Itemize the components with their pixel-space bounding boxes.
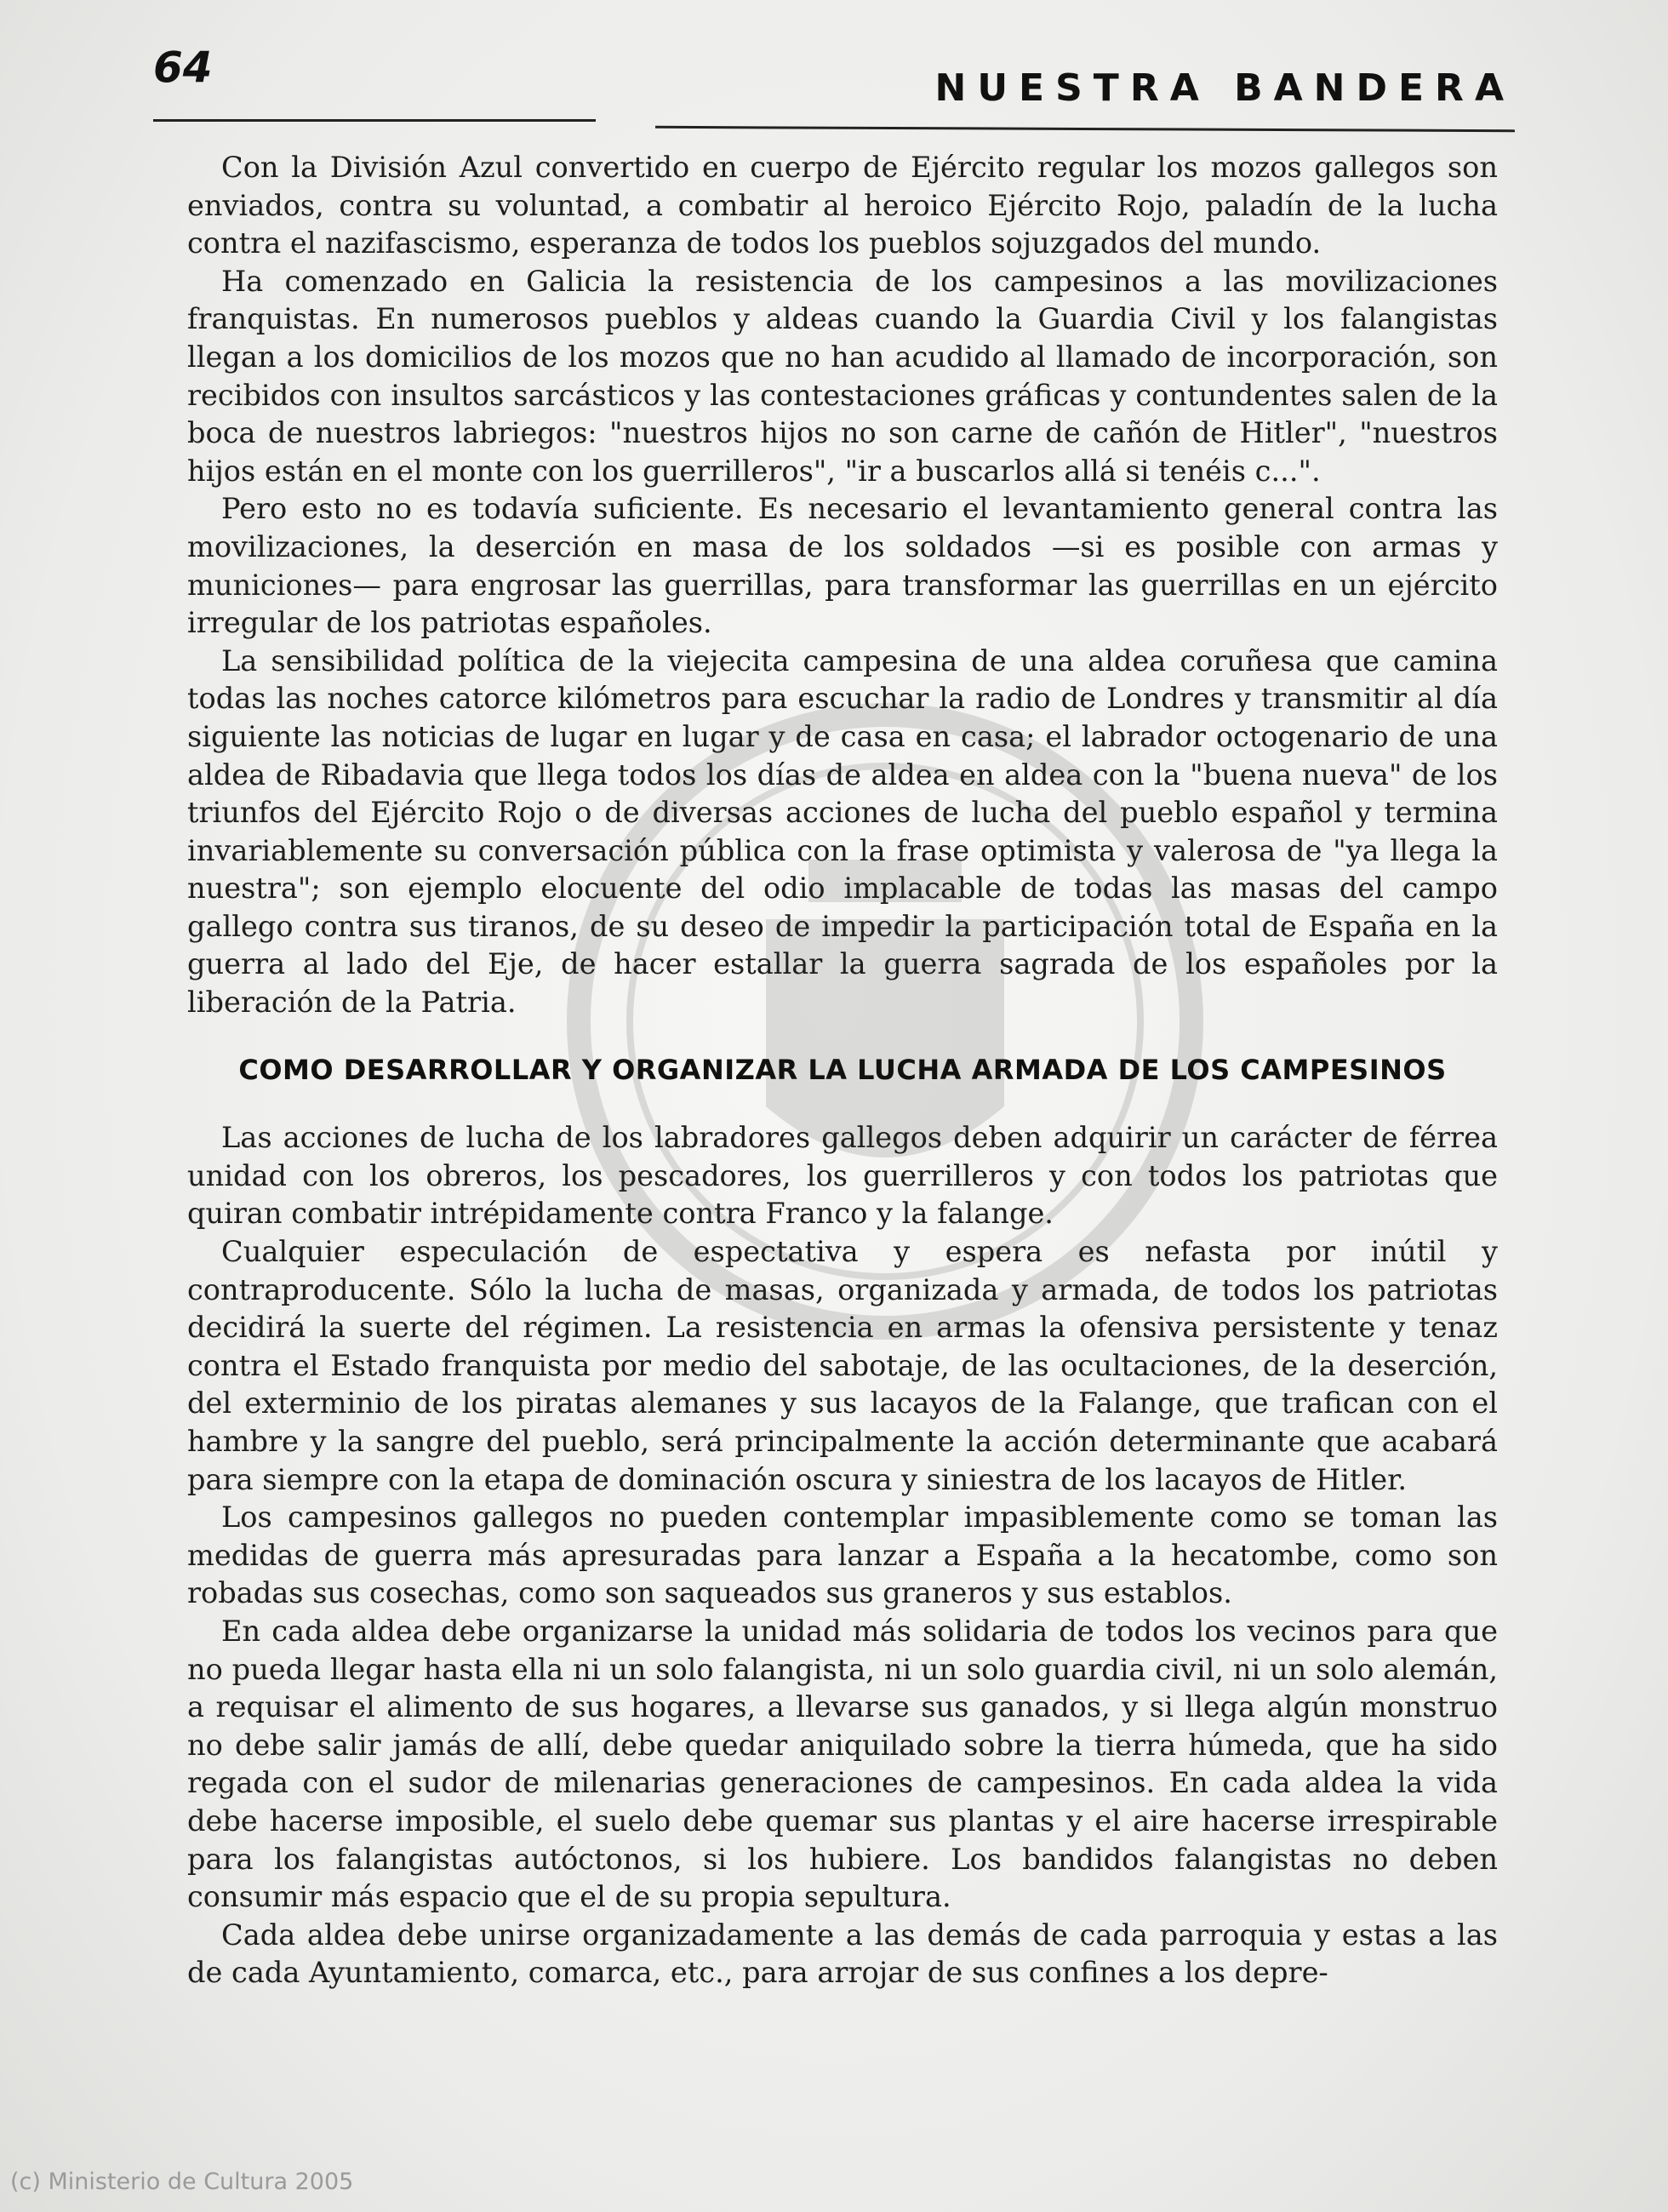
header-rule-right bbox=[655, 126, 1515, 132]
article-body bbox=[187, 149, 1498, 1992]
paragraph: Cada aldea debe unirse organizadamente a las demás de cada parroquia y estas a las de cada Ayuntamiento, comarca, etc., para arrojar de sus confines a los depre- bbox=[187, 1918, 1498, 1990]
paragraph: Las acciones de lucha de los labradores gallegos deben adquirir un carácter de férrea unidad con los obreros, los pescadores, los guerrilleros y con todos los patriotas que quiran combatir intrépidamente contra Franco y la falange. bbox=[187, 1121, 1498, 1231]
header-rule-left bbox=[153, 119, 596, 122]
paragraph: Cualquier especulación de espectativa y espera es nefasta por inútil y contraproducente. Sólo la lucha de masas, organizada y armada, de todos los patriotas decidirá la suerte del régimen. La resistencia en armas la ofensiva persistente y tenaz contra el Estado franquista por medio del sabotaje, de las ocultaciones, de la deserción, del exterminio de los piratas alemanes y sus lacayos de la Falange, que trafican con el hambre y la sangre del pueblo, será principalmente la acción determinante que acabará para siempre con la etapa de dominación oscura y siniestra de los lacayos de Hitler. bbox=[187, 1235, 1498, 1496]
paragraph: Los campesinos gallegos no pueden contemplar impasiblemente como se toman las medidas de guerra más apresuradas para lanzar a España a la hecatombe, como son robadas sus cosechas, como son saqueados sus graneros y sus establos. bbox=[187, 1500, 1498, 1610]
paragraph: Ha comenzado en Galicia la resistencia de los campesinos a las movilizaciones franquistas. En numerosos pueblos y aldeas cuando la Guardia Civil y los falangistas llegan a los domicilios de los mozos que no han acudido al llamado de incorporación, son recibidos con insultos sarcásticos y las contestaciones gráficas y contundentes salen de la boca de nuestros labriegos: "nuestros hijos no son carne de cañón de Hitler", "nuestros hijos están en el monte con los guerrilleros", "ir a buscarlos allá si tenéis c...". bbox=[187, 264, 1498, 488]
copyright-notice: (c) Ministerio de Cultura 2005 bbox=[10, 2169, 354, 2195]
paragraph: Pero esto no es todavía suficiente. Es necesario el levantamiento general contra las movilizaciones, la deserción en masa de los soldados —si es posible con armas y municiones— para engrosar las guerrillas, para transformar las guerrillas en un ejército irregular de los patriotas españoles. bbox=[187, 492, 1498, 640]
paragraph: Con la División Azul convertido en cuerpo de Ejército regular los mozos gallegos son enviados, contra su voluntad, a combatir al heroico Ejército Rojo, paladín de la lucha contra el nazifascismo, esperanza de todos los pueblos sojuzgados del mundo. bbox=[187, 151, 1498, 260]
page-number: 64 bbox=[153, 43, 213, 92]
section-heading: COMO DESARROLLAR Y ORGANIZAR LA LUCHA ARMADA DE LOS CAMPESINOS bbox=[238, 1053, 1447, 1086]
running-title: NUESTRA BANDERA bbox=[934, 66, 1515, 110]
page-header bbox=[153, 43, 1515, 136]
paragraph: En cada aldea debe organizarse la unidad más solidaria de todos los vecinos para que no pueda llegar hasta ella ni un solo falangista, ni un solo guardia civil, ni un solo alemán, a requisar el alimento de sus hogares, a llevarse sus ganados, y si llega algún monstruo no debe salir jamás de allí, debe quedar aniquilado sobre la tierra húmeda, que ha sido regada con el sudor de milenarias generaciones de campesinos. En cada aldea la vida debe hacerse imposible, el suelo debe quemar sus plantas y el aire hacerse irrespirable para los falangistas autóctonos, si los hubiere. Los bandidos falangistas no deben consumir más espacio que el de su propia sepultura. bbox=[187, 1614, 1498, 1914]
paragraph: La sensibilidad política de la viejecita campesina de una aldea coruñesa que camina todas las noches catorce kilómetros para escuchar la radio de Londres y transmitir al día siguiente las noticias de lugar en lugar y de casa en casa; el labrador octogenario de una aldea de Ribadavia que llega todos los días de aldea en aldea con la "buena nueva" de los triunfos del Ejército Rojo o de diversas acciones de lucha del pueblo español y termina invariablemente su conversación pública con la frase optimista y valerosa de "ya llega la nuestra"; son ejemplo elocuente del odio implacable de todas las masas del campo gallego contra sus tiranos, de su deseo de impedir la participación total de España en la guerra al lado del Eje, de hacer estallar la guerra sagrada de los españoles por la liberación de la Patria. bbox=[187, 643, 1498, 1020]
